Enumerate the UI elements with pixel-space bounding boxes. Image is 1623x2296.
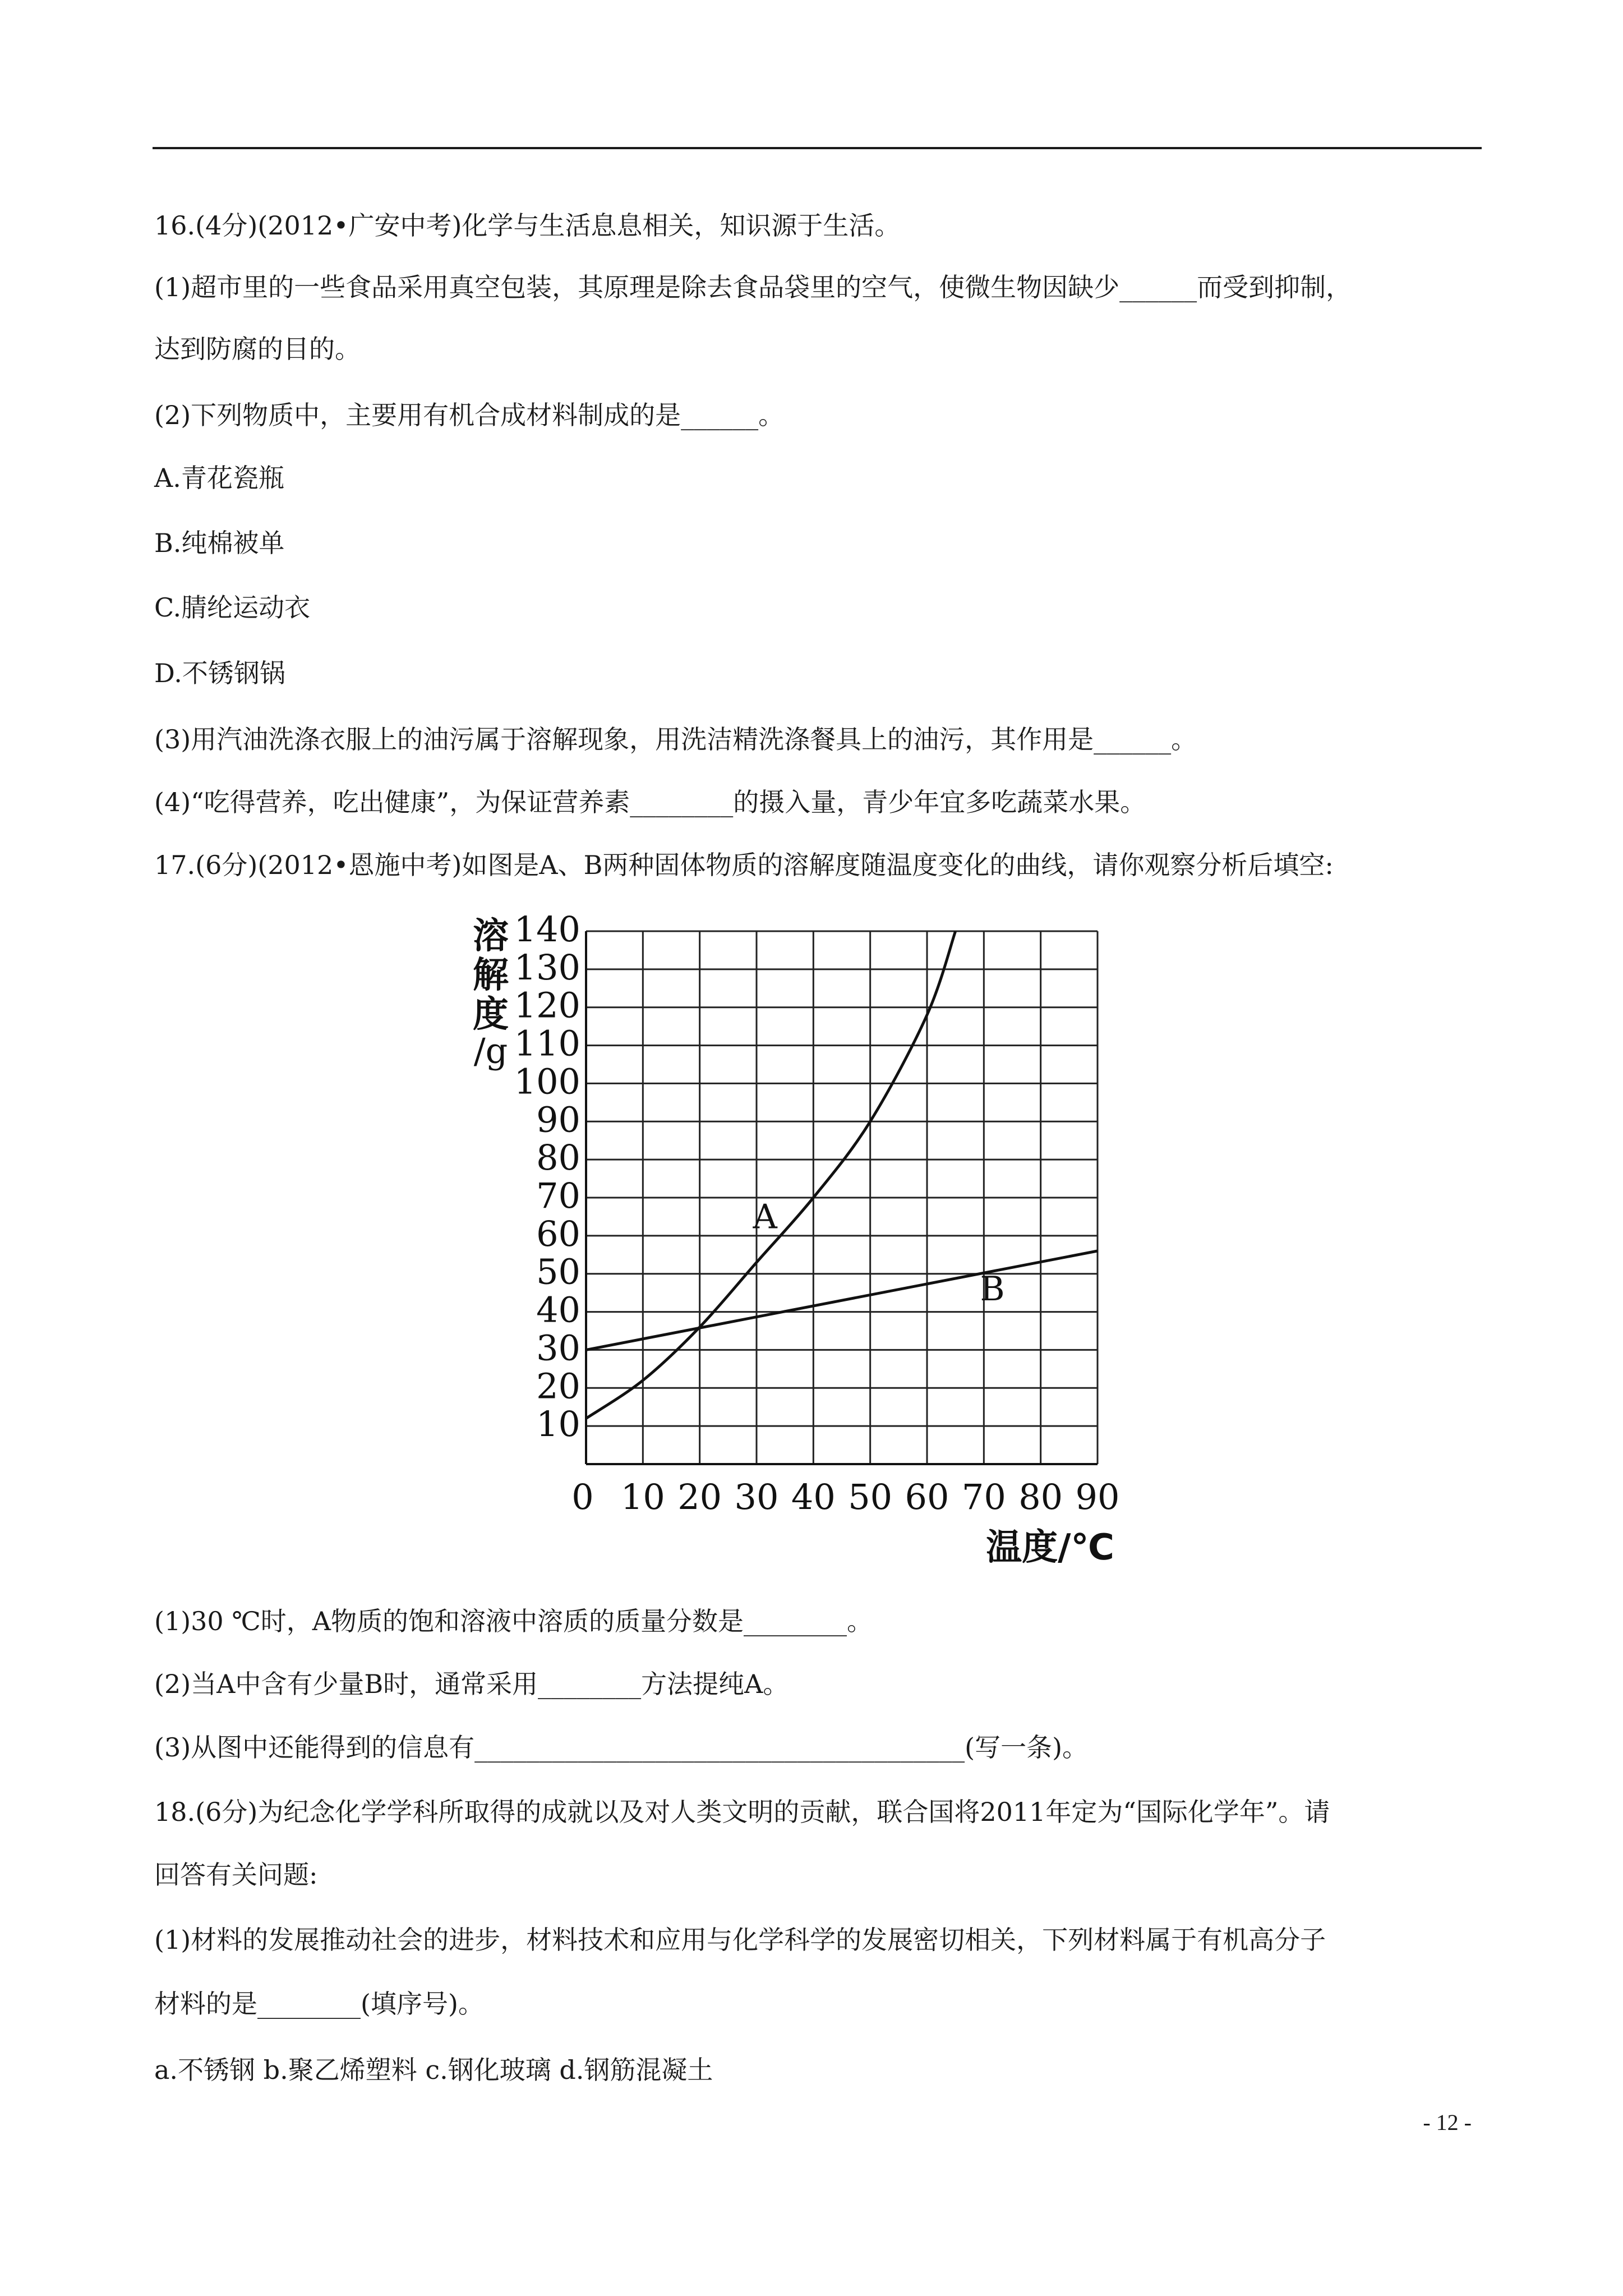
chart-series: [586, 931, 1098, 1419]
q18-header: 18.(6分)为纪念化学学科所取得的成就以及对人类文明的贡献，联合国将2011年定为“国际化学年”。请: [154, 1797, 1330, 1827]
x-tick-label: 10: [620, 1476, 665, 1517]
y-tick-label: 100: [514, 1061, 580, 1102]
header-rule: [153, 147, 1482, 149]
y-tick-label: 90: [536, 1099, 580, 1140]
y-tick-label: 50: [536, 1251, 580, 1292]
q16-part1: (1)超市里的一些食品采用真空包装，其原理是除去食品袋里的空气，使微生物因缺少______而受到抑制，: [154, 272, 1352, 302]
y-axis-unit: /g: [473, 1030, 508, 1071]
x-tick-label: 90: [1075, 1476, 1120, 1517]
x-tick-label: 40: [791, 1476, 836, 1517]
x-tick-label: 60: [905, 1476, 949, 1517]
q18-header-cont: 回答有关问题:: [154, 1860, 318, 1890]
q17-part1: (1)30 ℃时，A物质的饱和溶液中溶质的质量分数是________。: [154, 1606, 873, 1636]
x-axis-label: 温度/℃: [986, 1527, 1114, 1568]
x-tick-label: 70: [961, 1476, 1006, 1517]
y-tick-label: 60: [536, 1213, 580, 1254]
q17-part2: (2)当A中含有少量B时，通常采用________方法提纯A。: [154, 1669, 789, 1699]
page-number: - 12 -: [1423, 2110, 1472, 2135]
q16-part1-cont: 达到防腐的目的。: [154, 334, 361, 364]
x-tick-label: 30: [734, 1476, 779, 1517]
x-tick-label: 20: [677, 1476, 722, 1517]
q16-option-c: C.腈纶运动衣: [154, 592, 311, 623]
series-line-A: [586, 931, 956, 1419]
q18-options: a.不锈钢 b.聚乙烯塑料 c.钢化玻璃 d.钢筋混凝土: [154, 2055, 713, 2085]
y-axis-label-char: 度: [473, 994, 509, 1036]
y-tick-label: 30: [536, 1327, 580, 1369]
series-label-B: B: [980, 1269, 1005, 1309]
q18-part1: (1)材料的发展推动社会的进步，材料技术和应用与化学科学的发展密切相关，下列材料属于有机高分子: [154, 1925, 1326, 1955]
y-axis-label-char: 解: [473, 955, 509, 996]
q17-header: 17.(6分)(2012•恩施中考)如图是A、B两种固体物质的溶解度随温度变化的曲线，请你观察分析后填空:: [154, 850, 1334, 880]
y-tick-label: 140: [514, 909, 580, 950]
q16-part3: (3)用汽油洗涤衣服上的油污属于溶解现象，用洗洁精洗涤餐具上的油污，其作用是______。: [154, 724, 1197, 754]
x-tick-label: 0: [571, 1476, 594, 1517]
q16-option-b: B.纯棉被单: [154, 528, 285, 558]
q16-header: 16.(4分)(2012•广安中考)化学与生活息息相关，知识源于生活。: [154, 210, 901, 241]
y-tick-label: 10: [536, 1404, 580, 1445]
y-tick-label: 120: [514, 984, 580, 1026]
q16-part2: (2)下列物质中，主要用有机合成材料制成的是______。: [154, 400, 785, 430]
y-tick-label: 70: [536, 1175, 580, 1216]
y-axis-label-char: 溶: [473, 915, 509, 957]
y-tick-label: 130: [514, 946, 580, 988]
series-label-A: A: [753, 1197, 777, 1237]
q16-option-d: D.不锈钢锅: [154, 658, 285, 688]
q17-part3: (3)从图中还能得到的信息有______________________________________(写一条)。: [154, 1732, 1089, 1763]
y-tick-label: 20: [536, 1365, 580, 1407]
series-line-B: [586, 1251, 1098, 1350]
y-tick-label: 110: [514, 1023, 580, 1064]
solubility-chart: [437, 909, 1144, 1571]
chart-grid: [586, 931, 1098, 1464]
x-tick-label: 50: [848, 1476, 893, 1517]
y-tick-label: 80: [536, 1137, 580, 1179]
q16-part4: (4)“吃得营养，吃出健康”，为保证营养素________的摄入量，青少年宜多吃蔬菜水果。: [154, 787, 1146, 817]
q16-option-a: A.青花瓷瓶: [154, 463, 284, 493]
q18-part1-cont: 材料的是________(填序号)。: [154, 1989, 484, 2019]
y-tick-label: 40: [536, 1289, 580, 1331]
x-tick-label: 80: [1018, 1476, 1063, 1517]
